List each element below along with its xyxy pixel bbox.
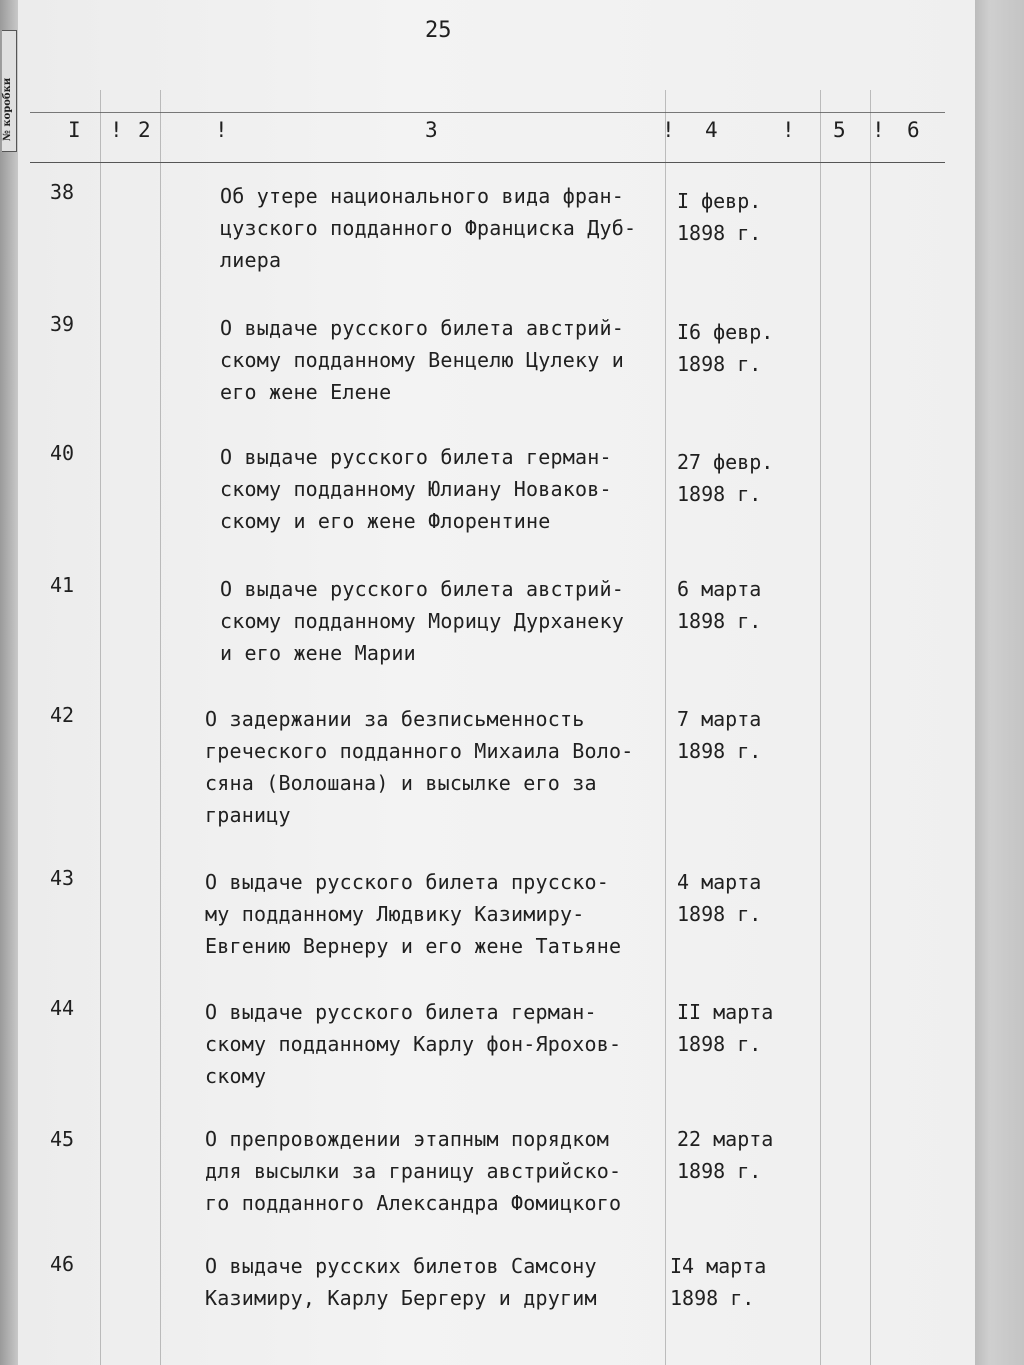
header-separator: ! xyxy=(662,118,675,142)
entry-date: 27 февр. 1898 г. xyxy=(677,450,774,506)
entry-description: О выдаче русских билетов Самсону Казимиру, Карлу Бергеру и другим xyxy=(205,1254,597,1310)
header-col-4: 4 xyxy=(705,118,718,142)
box-number-stamp-text: № коробки xyxy=(2,77,13,141)
entry-number: 40 xyxy=(50,441,75,465)
entry-number: 45 xyxy=(50,1127,75,1151)
header-bottom-rule xyxy=(30,162,945,163)
entry-date: 22 марта 1898 г. xyxy=(677,1127,774,1183)
table-header xyxy=(40,118,960,158)
entry-description: О выдаче русского билета герман- скому подданному Карлу фон-Ярохов- скому xyxy=(205,1000,622,1088)
header-col-2: 2 xyxy=(138,118,151,142)
entry-number: 46 xyxy=(50,1252,75,1276)
column-divider xyxy=(160,90,161,1365)
entry-date: II марта 1898 г. xyxy=(677,1000,774,1056)
entry-description: О выдаче русского билета австрий- скому подданному Венцелю Цулеку и его жене Елене xyxy=(220,316,624,404)
page-number: 25 xyxy=(425,18,452,43)
entry-date: I февр. 1898 г. xyxy=(677,189,762,245)
header-separator: ! xyxy=(215,118,228,142)
entry-number: 39 xyxy=(50,312,75,336)
entry-date: 7 марта 1898 г. xyxy=(677,707,762,763)
header-separator: ! xyxy=(872,118,885,142)
column-divider xyxy=(820,90,821,1365)
column-divider xyxy=(870,90,871,1365)
entry-number: 42 xyxy=(50,703,75,727)
entry-description: О выдаче русского билета австрий- скому подданному Морицу Дурханеку и его жене Марии xyxy=(220,577,624,665)
entry-description: Об утере национального вида фран- цузского подданного Франциска Дуб- лиера xyxy=(220,184,637,272)
header-col-3: 3 xyxy=(425,118,438,142)
entry-number: 41 xyxy=(50,573,75,597)
entry-description: О выдаче русского билета прусско- му подданному Людвику Казимиру- Евгению Вернеру и его жене Татьяне xyxy=(205,870,622,958)
next-page-edge xyxy=(975,0,1024,1365)
binding-edge xyxy=(0,0,18,1365)
entry-number: 38 xyxy=(50,180,75,204)
box-number-stamp xyxy=(2,30,17,152)
header-col-5: 5 xyxy=(833,118,846,142)
entry-description: О задержании за безписьменность греческого подданного Михаила Воло- сяна (Волошана) и высылке его за границу xyxy=(205,707,634,827)
entry-number: 44 xyxy=(50,996,75,1020)
header-separator: ! xyxy=(782,118,795,142)
entry-date: I6 февр. 1898 г. xyxy=(677,320,774,376)
entry-number: 43 xyxy=(50,866,75,890)
header-separator: ! xyxy=(110,118,123,142)
column-divider xyxy=(100,90,101,1365)
entry-description: О выдаче русского билета герман- скому подданному Юлиану Новаков- скому и его жене Флорентине xyxy=(220,445,612,533)
entry-date: I4 марта 1898 г. xyxy=(670,1254,767,1310)
entry-description: О препровождении этапным порядком для высылки за границу австрийско- го подданного Александра Фомицкого xyxy=(205,1127,622,1215)
header-col-6: 6 xyxy=(907,118,920,142)
header-col-1: I xyxy=(68,118,81,142)
header-top-rule xyxy=(30,112,945,113)
entry-date: 6 марта 1898 г. xyxy=(677,577,762,633)
entry-date: 4 марта 1898 г. xyxy=(677,870,762,926)
